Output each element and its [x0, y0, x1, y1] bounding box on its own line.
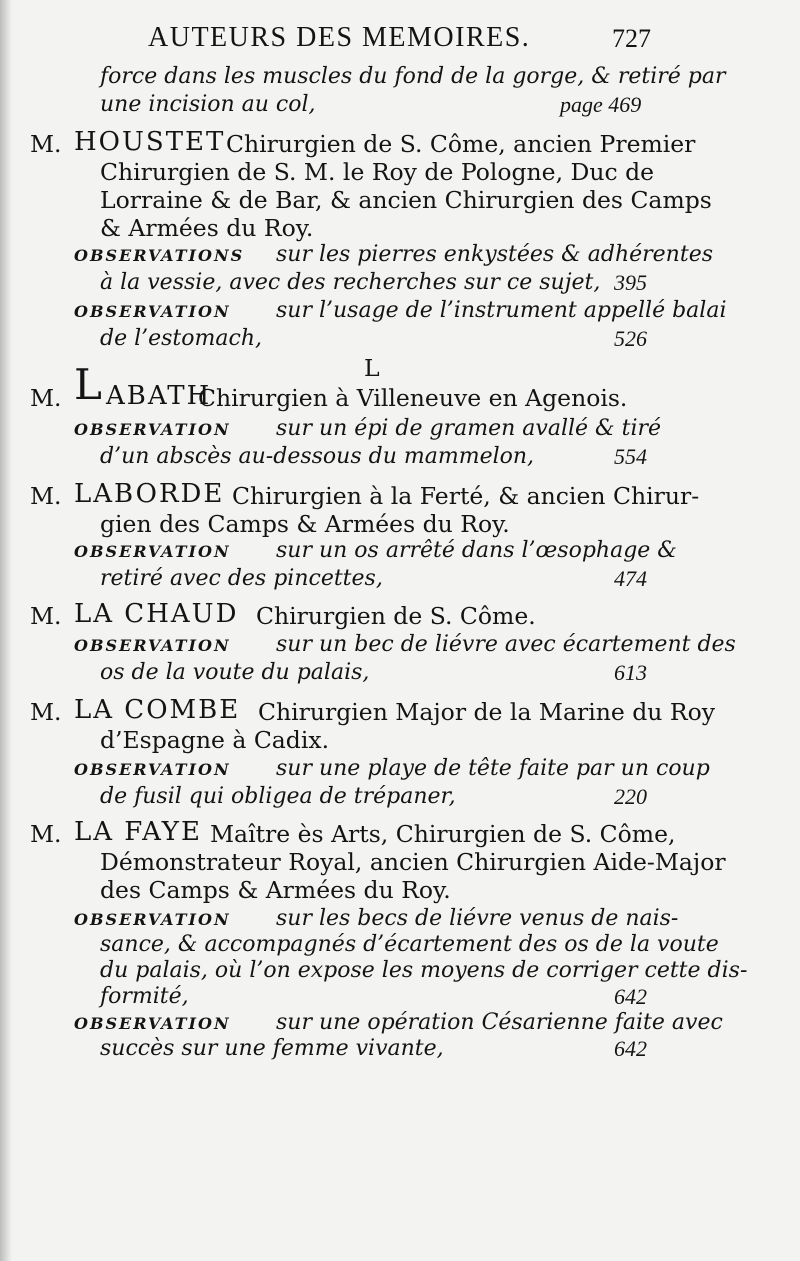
index-text-line: os de la voute du palais, — [100, 660, 370, 685]
index-text-line: du palais, où l’on expose les moyens de corriger cette dis- — [100, 958, 748, 983]
index-text-line: sur un bec de liévre avec écartement des — [276, 632, 736, 657]
index-text-line: M. — [30, 820, 62, 848]
page-number: 727 — [612, 24, 651, 53]
index-text-line: M. — [30, 482, 62, 510]
index-text-line: une incision au col, — [100, 92, 316, 117]
observation-label: OBSERVATION — [74, 760, 231, 779]
author-name: LA CHAUD — [74, 599, 239, 629]
index-text-line: gien des Camps & Armées du Roy. — [100, 510, 510, 538]
index-text-line: Démonstrateur Royal, ancien Chirurgien Aide-Major — [100, 848, 726, 876]
index-text-line: sur un os arrêté dans l’œsophage & — [276, 538, 677, 563]
index-text-line: L — [364, 354, 380, 382]
index-text-line: de l’estomach, — [100, 326, 262, 351]
author-name: LA COMBE — [74, 695, 241, 725]
index-text-line: Chirurgien de S. M. le Roy de Pologne, Duc de — [100, 158, 655, 186]
index-text-line: M. — [30, 698, 62, 726]
index-text-line: M. — [30, 130, 62, 158]
author-name: LABORDE — [74, 479, 225, 509]
page-reference: 474 — [614, 566, 647, 591]
index-text-line: Chirurgien Major de la Marine du Roy — [258, 698, 716, 726]
index-text-line: à la vessie, avec des recherches sur ce sujet, — [100, 270, 601, 295]
index-text-line: force dans les muscles du fond de la gorge, & retiré par — [100, 64, 726, 89]
index-text-line: d’Espagne à Cadix. — [100, 726, 330, 754]
observation-label: OBSERVATION — [74, 302, 231, 321]
page-reference: 613 — [614, 660, 647, 685]
index-text-line: sur un épi de gramen avallé & tiré — [276, 416, 662, 441]
index-text-line: sur les pierres enkystées & adhérentes — [276, 242, 714, 267]
observation-label: OBSERVATION — [74, 542, 231, 561]
page-reference: 642 — [614, 984, 647, 1009]
observation-label: OBSERVATION — [74, 1014, 231, 1033]
index-text-line: des Camps & Armées du Roy. — [100, 876, 451, 904]
index-text-line: sur une playe de tête faite par un coup — [276, 756, 710, 781]
page-reference: 526 — [614, 326, 647, 351]
index-text-line: d’un abscès au-dessous du mammelon, — [100, 444, 535, 469]
index-text-line: sance, & accompagnés d’écartement des os de la voute — [100, 932, 719, 957]
index-text-line: Chirurgien à Villeneuve en Agenois. — [198, 384, 628, 412]
index-text-line: Chirurgien à la Ferté, & ancien Chirur- — [232, 482, 700, 510]
index-text-line: formité, — [100, 984, 189, 1009]
page-reference: page 469 — [560, 92, 642, 117]
index-text-line: M. — [30, 384, 62, 412]
index-text-line: sur l’usage de l’instrument appellé balai — [276, 298, 727, 323]
author-name: LA FAYE — [74, 817, 202, 847]
index-text-line: retiré avec des pincettes, — [100, 566, 383, 591]
observation-label: OBSERVATIONS — [74, 246, 245, 265]
index-text-line: M. — [30, 602, 62, 630]
index-text-line: de fusil qui obligea de trépaner, — [100, 784, 456, 809]
index-text-line: Maître ès Arts, Chirurgien de S. Côme, — [210, 820, 676, 848]
index-text-line: & Armées du Roy. — [100, 214, 314, 242]
author-name: L — [74, 360, 102, 409]
author-name: HOUSTET — [74, 127, 226, 157]
page-reference: 554 — [614, 444, 647, 469]
index-text-line: sur une opération Césarienne faite avec — [276, 1010, 723, 1035]
header-title: AUTEURS DES MEMOIRES. — [148, 22, 531, 53]
index-text-line: Chirurgien de S. Côme, ancien Premier — [226, 130, 696, 158]
index-text-line: succès sur une femme vivante, — [100, 1036, 444, 1061]
running-header — [0, 22, 800, 62]
page-reference: 395 — [614, 270, 647, 295]
observation-label: OBSERVATION — [74, 636, 231, 655]
page-reference: 220 — [614, 784, 647, 809]
index-text-line: Lorraine & de Bar, & ancien Chirurgien des Camps — [100, 186, 712, 214]
index-text-line: sur les becs de liévre venus de nais- — [276, 906, 679, 931]
author-name: ABATH — [106, 381, 212, 411]
observation-label: OBSERVATION — [74, 910, 231, 929]
index-text-line: Chirurgien de S. Côme. — [256, 602, 536, 630]
page-reference: 642 — [614, 1036, 647, 1061]
page-gutter-shadow — [0, 0, 12, 1261]
observation-label: OBSERVATION — [74, 420, 231, 439]
